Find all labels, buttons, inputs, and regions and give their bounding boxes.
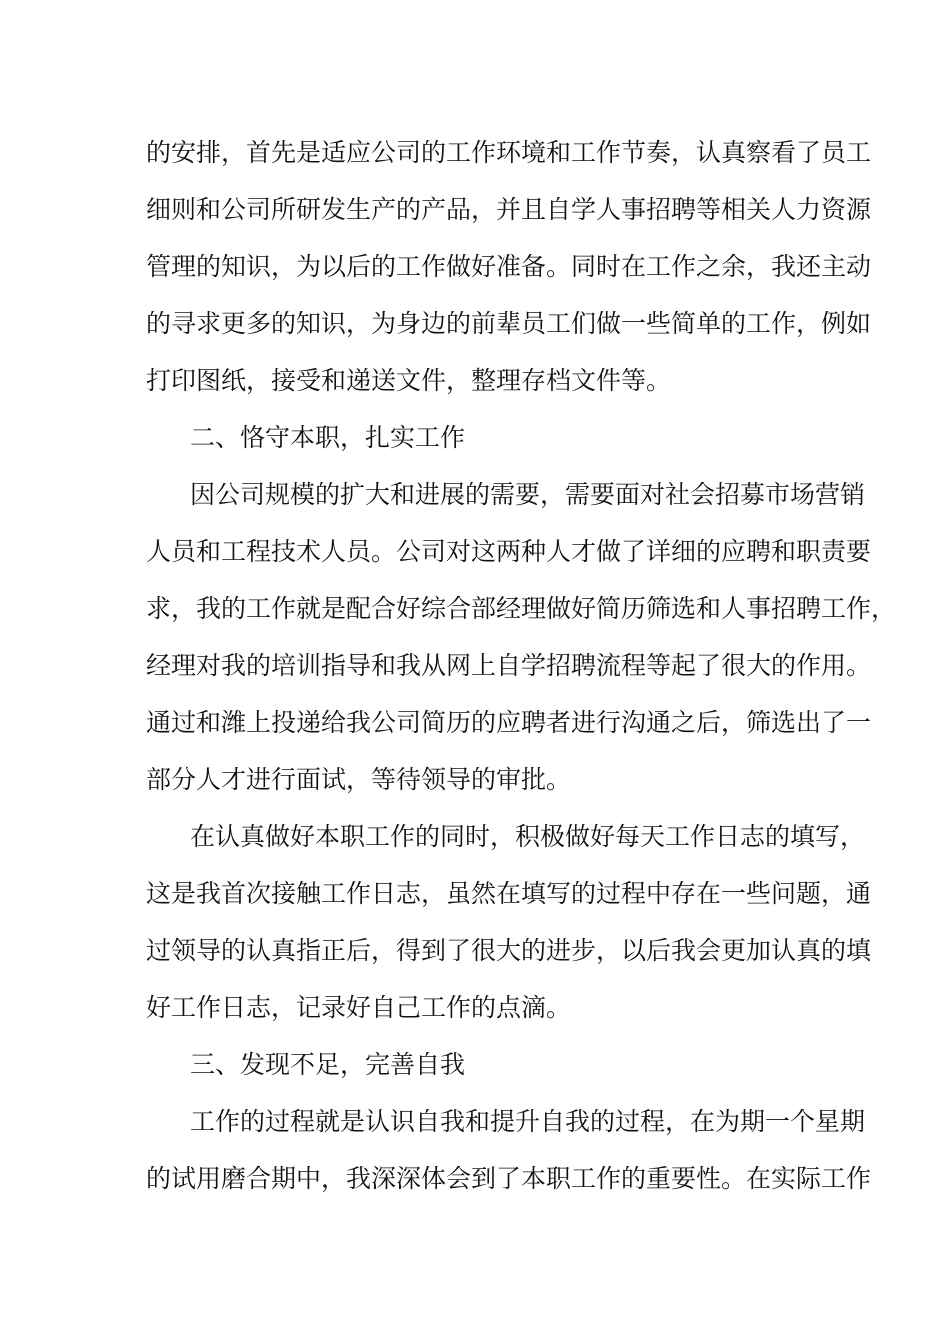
paragraph-line: 部分人才进行面试，等待领导的审批。 — [146, 765, 572, 794]
paragraph-line: 在认真做好本职工作的同时，积极做好每天工作日志的填写， — [190, 822, 866, 851]
paragraph-line: 这是我首次接触工作日志，虽然在填写的过程中存在一些问题，通 — [146, 879, 872, 908]
paragraph-line: 通过和潍上投递给我公司简历的应聘者进行沟通之后，筛选出了一 — [146, 708, 872, 737]
paragraph-line: 管理的知识，为以后的工作做好准备。同时在工作之余，我还主动 — [146, 252, 872, 281]
paragraph-line: 的安排，首先是适应公司的工作环境和工作节奏，认真察看了员工 — [146, 138, 872, 167]
section-heading: 二、恪守本职，扎实工作 — [190, 423, 466, 452]
paragraph-line: 打印图纸，接受和递送文件，整理存档文件等。 — [146, 366, 672, 395]
section-heading: 三、发现不足，完善自我 — [190, 1050, 466, 1079]
paragraph-line: 人员和工程技术人员。公司对这两种人才做了详细的应聘和职责要 — [146, 537, 872, 566]
paragraph-line: 工作的过程就是认识自我和提升自我的过程，在为期一个星期 — [190, 1107, 866, 1136]
paragraph-line: 的寻求更多的知识，为身边的前辈员工们做一些简单的工作，例如 — [146, 309, 872, 338]
paragraph-line: 细则和公司所研发生产的产品，并且自学人事招聘等相关人力资源 — [146, 195, 872, 224]
paragraph-line: 求，我的工作就是配合好综合部经理做好简历筛选和人事招聘工作， — [146, 594, 897, 623]
paragraph-line: 过领导的认真指正后，得到了很大的进步，以后我会更加认真的填 — [146, 936, 872, 965]
paragraph-line: 经理对我的培训指导和我从网上自学招聘流程等起了很大的作用。 — [146, 651, 872, 680]
paragraph-line: 好工作日志，记录好自己工作的点滴。 — [146, 993, 572, 1022]
paragraph-line: 的试用磨合期中，我深深体会到了本职工作的重要性。在实际工作 — [146, 1164, 872, 1193]
paragraph-line: 因公司规模的扩大和进展的需要，需要面对社会招募市场营销 — [190, 480, 866, 509]
